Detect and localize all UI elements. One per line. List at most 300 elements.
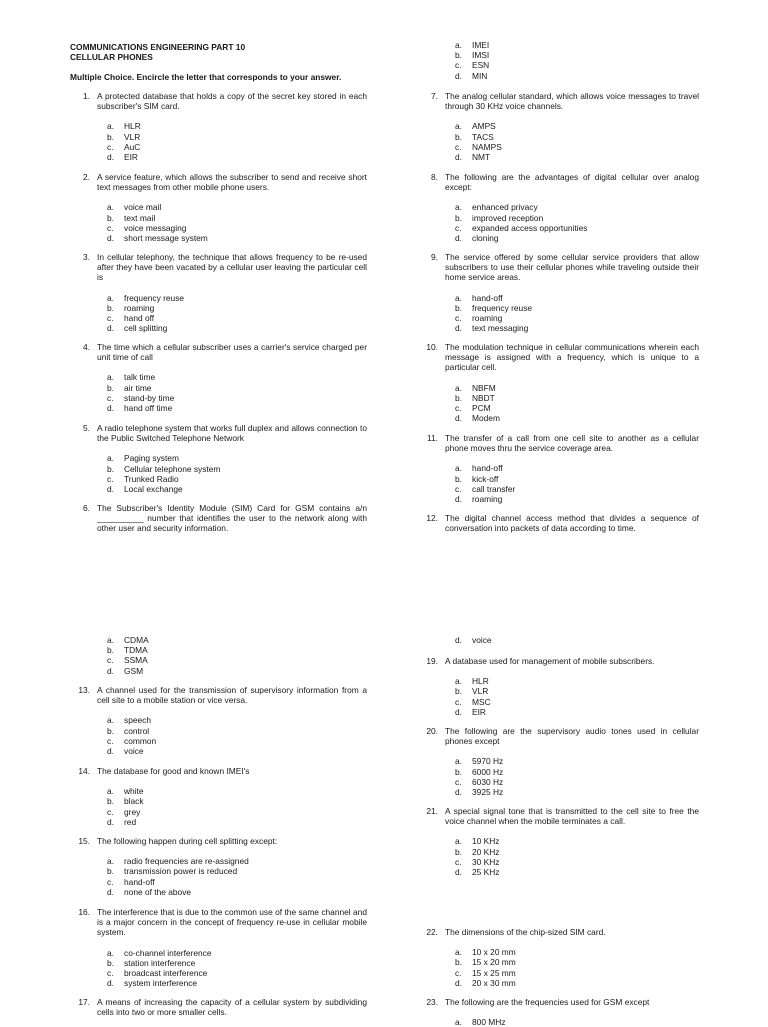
option-text: cloning <box>472 233 499 244</box>
option-letter: c. <box>107 655 114 666</box>
answer-option[interactable] <box>455 152 699 162</box>
answer-options <box>107 202 367 243</box>
answer-options <box>455 202 699 243</box>
question-stem <box>418 342 699 373</box>
answer-option[interactable] <box>455 494 699 504</box>
option-text: 6030 Hz <box>472 776 504 787</box>
answer-option[interactable] <box>455 756 699 766</box>
option-text: 5970 Hz <box>472 756 504 767</box>
option-text: roaming <box>472 313 503 324</box>
question-item <box>418 806 699 877</box>
question-item <box>70 252 367 333</box>
question-number: 12. <box>426 513 438 523</box>
answer-option[interactable] <box>107 786 367 796</box>
option-letter: c. <box>107 735 114 746</box>
answer-options <box>455 40 699 81</box>
option-text: TDMA <box>124 645 148 656</box>
answer-option[interactable] <box>107 303 367 313</box>
question-stem <box>418 997 699 1007</box>
question-number: 6. <box>83 503 90 513</box>
answer-option[interactable] <box>107 403 367 413</box>
question-text: A means of increasing the capacity of a cellular system by subdividing cells into two or more smaller cells. <box>97 997 367 1018</box>
question-stem <box>418 513 699 533</box>
answer-options <box>107 856 367 897</box>
answer-option[interactable] <box>455 484 699 494</box>
question-item <box>70 766 367 827</box>
option-text: hand off <box>124 313 155 324</box>
question-stem <box>70 252 367 283</box>
question-number: 4. <box>83 342 90 352</box>
question-item <box>70 997 367 1017</box>
question-item <box>418 252 699 333</box>
answer-option[interactable] <box>107 223 367 233</box>
answer-option[interactable] <box>107 856 367 866</box>
option-letter: d. <box>455 977 462 988</box>
answer-option[interactable] <box>455 767 699 777</box>
question-item <box>418 927 699 988</box>
option-text: HLR <box>472 676 489 687</box>
question-text: The following are the frequencies used for GSM except <box>445 997 650 1007</box>
question-number: 11. <box>426 433 438 443</box>
option-letter: c. <box>455 60 462 71</box>
answer-option[interactable] <box>107 968 367 978</box>
option-text: 15 x 20 mm <box>472 957 516 968</box>
option-letter: d. <box>107 403 114 414</box>
question-number: 13. <box>78 685 90 695</box>
question-stem <box>418 927 699 937</box>
question-number: 16. <box>78 907 90 917</box>
answer-options <box>107 635 367 676</box>
option-letter: b. <box>107 382 114 393</box>
answer-option[interactable] <box>455 947 699 957</box>
answer-option[interactable] <box>455 777 699 787</box>
option-text: broadcast interference <box>124 968 208 979</box>
option-letter: b. <box>455 957 462 968</box>
answer-option[interactable] <box>455 1017 699 1027</box>
question-stem <box>418 726 699 746</box>
answer-options <box>455 293 699 334</box>
option-letter: c. <box>455 141 462 152</box>
answer-option[interactable] <box>455 132 699 142</box>
question-stem <box>418 656 699 666</box>
answer-option[interactable] <box>107 736 367 746</box>
question-item <box>70 91 367 162</box>
answer-option[interactable] <box>107 393 367 403</box>
answer-option[interactable] <box>455 383 699 393</box>
answer-option[interactable] <box>455 676 699 686</box>
question-number: 1. <box>83 91 90 101</box>
option-letter: d. <box>107 978 114 989</box>
question-stem <box>70 423 367 443</box>
answer-option[interactable] <box>107 142 367 152</box>
question-text: The transfer of a call from one cell site to another as a cellular phone moves thru the service coverage area. <box>445 433 699 454</box>
question-text: The digital channel access method that divides a sequence of conversation into packets of data according to time. <box>445 513 699 534</box>
question-number: 23. <box>426 997 438 1007</box>
option-letter: b. <box>107 866 114 877</box>
answer-option[interactable] <box>455 202 699 212</box>
option-letter: a. <box>107 372 114 383</box>
document-subtitle: CELLULAR PHONES <box>70 52 153 63</box>
option-letter: d. <box>455 635 462 645</box>
answer-option[interactable] <box>107 796 367 806</box>
answer-option[interactable] <box>455 857 699 867</box>
question-stem <box>70 907 367 938</box>
answer-option[interactable] <box>107 474 367 484</box>
question-text: The analog cellular standard, which allows voice messages to travel through 30 KHz voice channels. <box>445 91 699 112</box>
option-text: CDMA <box>124 635 149 645</box>
answer-options <box>107 948 367 989</box>
answer-option[interactable] <box>107 866 367 876</box>
answer-option[interactable] <box>107 978 367 988</box>
option-letter: a. <box>455 292 462 303</box>
option-letter: c. <box>107 876 114 887</box>
option-text: common <box>124 735 157 746</box>
option-text: IMSI <box>472 50 490 61</box>
option-letter: a. <box>107 786 114 797</box>
option-letter: d. <box>107 886 114 897</box>
option-letter: a. <box>455 40 462 50</box>
option-text: cell splitting <box>124 323 168 334</box>
option-text: VLR <box>124 131 141 142</box>
answer-option[interactable] <box>455 121 699 131</box>
option-letter: d. <box>455 233 462 244</box>
answer-option[interactable] <box>107 877 367 887</box>
question-item <box>418 726 699 797</box>
option-letter: d. <box>455 706 462 717</box>
option-text: 10 KHz <box>472 836 500 847</box>
question-text: The time which a cellular subscriber uses a carrier's service charged per unit time of call <box>97 342 367 363</box>
question-text: A radio telephone system that works full duplex and allows connection to the Public Switched Telephone Network <box>97 423 367 444</box>
answer-option[interactable] <box>455 403 699 413</box>
option-text: voice <box>472 635 492 645</box>
answer-options <box>107 453 367 494</box>
option-text: voice mail <box>124 202 162 213</box>
question-stem <box>418 806 699 826</box>
answer-options <box>455 463 699 504</box>
option-letter: d. <box>455 413 462 424</box>
option-letter: d. <box>107 746 114 757</box>
answer-option[interactable] <box>107 202 367 212</box>
option-text: 15 x 25 mm <box>472 967 516 978</box>
answer-option[interactable] <box>455 847 699 857</box>
option-letter: b. <box>455 131 462 142</box>
answer-option[interactable] <box>455 787 699 797</box>
question-stem <box>418 172 699 192</box>
answer-option[interactable] <box>107 121 367 131</box>
question-text: The interference that is due to the common use of the same channel and is a major concern in the concept of frequency re-use in cellular mobile system. <box>97 907 367 938</box>
option-letter: c. <box>455 856 462 867</box>
answer-option[interactable] <box>107 152 367 162</box>
option-text: NBFM <box>472 382 496 393</box>
question-item <box>70 685 367 756</box>
option-letter: d. <box>107 665 114 676</box>
answer-options <box>455 756 699 797</box>
answer-option[interactable] <box>107 213 367 223</box>
answer-option[interactable] <box>455 313 699 323</box>
option-text: kick-off <box>472 473 499 484</box>
answer-option[interactable] <box>455 213 699 223</box>
question-number: 21. <box>426 806 438 816</box>
option-text: HLR <box>124 121 141 132</box>
answer-option[interactable] <box>107 313 367 323</box>
answer-options <box>455 121 699 162</box>
option-letter: d. <box>107 233 114 244</box>
option-letter: b. <box>107 957 114 968</box>
option-text: roaming <box>472 494 503 505</box>
answer-option[interactable] <box>455 957 699 967</box>
option-text: red <box>124 816 137 827</box>
answer-option[interactable] <box>455 223 699 233</box>
option-text: control <box>124 725 150 736</box>
question-text: The Subscriber's Identity Module (SIM) Card for GSM contains a/n __________ number that identifies the user to the network along with other user and security information. <box>97 503 367 534</box>
answer-option[interactable] <box>107 233 367 243</box>
answer-option[interactable] <box>455 867 699 877</box>
question-stem <box>70 172 367 192</box>
answer-option[interactable] <box>455 978 699 988</box>
answer-option[interactable] <box>107 293 367 303</box>
option-letter: b. <box>107 212 114 223</box>
option-text: 10 x 20 mm <box>472 947 516 958</box>
option-text: voice <box>124 746 144 757</box>
option-letter: b. <box>455 212 462 223</box>
option-letter: a. <box>455 121 462 132</box>
option-text: PCM <box>472 403 491 414</box>
document-title: COMMUNICATIONS ENGINEERING PART 10 <box>70 42 246 52</box>
answer-option[interactable] <box>455 707 699 717</box>
answer-option[interactable] <box>107 666 367 676</box>
option-text: text messaging <box>472 323 529 334</box>
option-text: 6000 Hz <box>472 766 504 777</box>
option-letter: b. <box>455 392 462 403</box>
question-number: 20. <box>426 726 438 736</box>
answer-option[interactable] <box>107 372 367 382</box>
option-text: IMEI <box>472 40 490 50</box>
option-letter: a. <box>107 635 114 645</box>
option-text: none of the above <box>124 886 192 897</box>
instructions: Multiple Choice. Encircle the letter that corresponds to your answer. <box>70 72 342 83</box>
answer-option[interactable] <box>455 60 699 70</box>
question-number: 10. <box>426 342 438 352</box>
question-stem <box>70 503 367 534</box>
answer-option[interactable] <box>455 686 699 696</box>
answer-option[interactable] <box>455 968 699 978</box>
question-text: The dimensions of the chip-sized SIM card. <box>445 927 606 937</box>
option-letter: a. <box>107 202 114 213</box>
answer-option[interactable] <box>455 393 699 403</box>
option-text: VLR <box>472 686 489 697</box>
question-number: 22. <box>426 927 438 937</box>
answer-option[interactable] <box>455 303 699 313</box>
option-text: MSC <box>472 696 491 707</box>
answer-option[interactable] <box>455 71 699 81</box>
answer-option[interactable] <box>107 132 367 142</box>
question-number: 5. <box>83 423 90 433</box>
option-letter: c. <box>455 776 462 787</box>
answer-option[interactable] <box>107 645 367 655</box>
option-text: white <box>124 786 144 797</box>
answer-option[interactable] <box>107 807 367 817</box>
option-letter: a. <box>455 947 462 958</box>
option-letter: b. <box>455 302 462 313</box>
answer-option[interactable] <box>455 413 699 423</box>
option-letter: b. <box>455 473 462 484</box>
question-item <box>70 172 367 243</box>
question-text: A service feature, which allows the subscriber to send and receive short text messages from other mobile phone users. <box>97 172 367 193</box>
option-letter: c. <box>455 967 462 978</box>
question-stem <box>70 836 367 846</box>
answer-option[interactable] <box>455 836 699 846</box>
option-letter: a. <box>107 856 114 867</box>
question-item <box>70 836 367 897</box>
option-letter: c. <box>107 141 114 152</box>
option-letter: c. <box>455 403 462 414</box>
option-text: EIR <box>472 706 486 717</box>
option-text: NMT <box>472 152 491 163</box>
question-item <box>418 40 699 81</box>
option-letter: c. <box>107 968 114 979</box>
option-text: Trunked Radio <box>124 473 179 484</box>
option-text: NBDT <box>472 392 495 403</box>
question-item <box>70 503 367 534</box>
option-letter: a. <box>455 836 462 847</box>
option-text: ESN <box>472 60 490 71</box>
option-text: station interference <box>124 957 196 968</box>
answer-option[interactable] <box>455 323 699 333</box>
option-text: 30 KHz <box>472 856 500 867</box>
option-letter: a. <box>107 453 114 464</box>
question-item <box>418 635 699 645</box>
question-number: 2. <box>83 172 90 182</box>
option-text: Paging system <box>124 453 179 464</box>
answer-option[interactable] <box>107 323 367 333</box>
option-letter: a. <box>455 382 462 393</box>
option-letter: d. <box>455 152 462 163</box>
answer-option[interactable] <box>455 233 699 243</box>
question-item <box>70 423 367 494</box>
option-letter: b. <box>107 645 114 656</box>
answer-option[interactable] <box>107 383 367 393</box>
question-stem <box>70 91 367 111</box>
answer-option[interactable] <box>107 453 367 463</box>
option-letter: a. <box>107 292 114 303</box>
question-text: The following happen during cell splitting except: <box>97 836 278 846</box>
option-letter: d. <box>107 484 114 495</box>
answer-option[interactable] <box>107 817 367 827</box>
answer-option[interactable] <box>107 655 367 665</box>
answer-option[interactable] <box>455 293 699 303</box>
question-text: In cellular telephony, the technique that allows frequency to be re-used after they have been vacated by a cellular user leaving the particular cell is <box>97 252 367 283</box>
option-letter: c. <box>455 483 462 494</box>
answer-options <box>107 715 367 756</box>
option-letter: b. <box>107 302 114 313</box>
option-text: hand-off <box>472 463 503 474</box>
option-text: stand-by time <box>124 392 175 403</box>
option-text: AuC <box>124 141 141 152</box>
option-text: hand off time <box>124 403 173 414</box>
answer-options <box>455 836 699 877</box>
answer-option[interactable] <box>107 958 367 968</box>
option-letter: b. <box>107 725 114 736</box>
answer-option[interactable] <box>107 887 367 897</box>
question-text: A database used for management of mobile subscribers. <box>445 656 655 666</box>
option-letter: c. <box>107 473 114 484</box>
option-letter: a. <box>455 756 462 767</box>
question-item <box>70 635 367 676</box>
option-letter: a. <box>107 121 114 132</box>
option-text: hand-off <box>472 292 503 303</box>
answer-option[interactable] <box>455 474 699 484</box>
answer-option[interactable] <box>107 948 367 958</box>
question-item <box>418 513 699 533</box>
option-text: Modem <box>472 413 500 424</box>
option-letter: b. <box>455 846 462 857</box>
option-text: grey <box>124 806 141 817</box>
question-number: 9. <box>431 252 438 262</box>
option-letter: a. <box>455 676 462 687</box>
answer-option[interactable] <box>107 635 367 645</box>
option-letter: d. <box>107 323 114 334</box>
question-text: A channel used for the transmission of supervisory information from a cell site to a mobile station or vice versa. <box>97 685 367 706</box>
option-text: short message system <box>124 233 208 244</box>
answer-options <box>107 121 367 162</box>
option-text: talk time <box>124 372 156 383</box>
option-letter: a. <box>107 715 114 726</box>
question-number: 14. <box>78 766 90 776</box>
answer-option[interactable] <box>107 726 367 736</box>
answer-option[interactable] <box>455 697 699 707</box>
question-stem <box>70 342 367 362</box>
option-text: 3925 Hz <box>472 787 504 798</box>
question-stem <box>418 433 699 453</box>
option-text: NAMPS <box>472 141 502 152</box>
question-text: The service offered by some cellular service providers that allow subscribers to use their cellular phones while traveling outside their home service areas. <box>445 252 699 283</box>
answer-option[interactable] <box>107 484 367 494</box>
answer-option[interactable] <box>107 746 367 756</box>
question-item <box>418 91 699 162</box>
answer-option[interactable] <box>455 142 699 152</box>
answer-option[interactable] <box>455 40 699 50</box>
option-text: AMPS <box>472 121 496 132</box>
question-number: 19. <box>426 656 438 666</box>
answer-option[interactable] <box>107 464 367 474</box>
option-text: frequency reuse <box>124 292 185 303</box>
option-letter: c. <box>455 222 462 233</box>
option-text: system interference <box>124 978 198 989</box>
option-letter: d. <box>455 70 462 81</box>
option-text: co-channel interference <box>124 947 212 958</box>
answer-option[interactable] <box>455 50 699 60</box>
option-text: call transfer <box>472 483 516 494</box>
option-letter: b. <box>455 50 462 61</box>
option-text: speech <box>124 715 152 726</box>
answer-options <box>455 1017 699 1027</box>
answer-option[interactable] <box>455 463 699 473</box>
option-letter: d. <box>455 323 462 334</box>
question-number: 3. <box>83 252 90 262</box>
answer-options <box>107 293 367 334</box>
question-number: 17. <box>78 997 90 1007</box>
question-item <box>70 907 367 988</box>
question-stem <box>418 91 699 111</box>
option-text: roaming <box>124 302 155 313</box>
page-header <box>70 42 367 82</box>
option-text: expanded access opportunities <box>472 222 588 233</box>
answer-options <box>455 676 699 717</box>
answer-option[interactable] <box>107 715 367 725</box>
question-number: 15. <box>78 836 90 846</box>
option-letter: b. <box>107 463 114 474</box>
answer-option[interactable] <box>455 635 699 645</box>
